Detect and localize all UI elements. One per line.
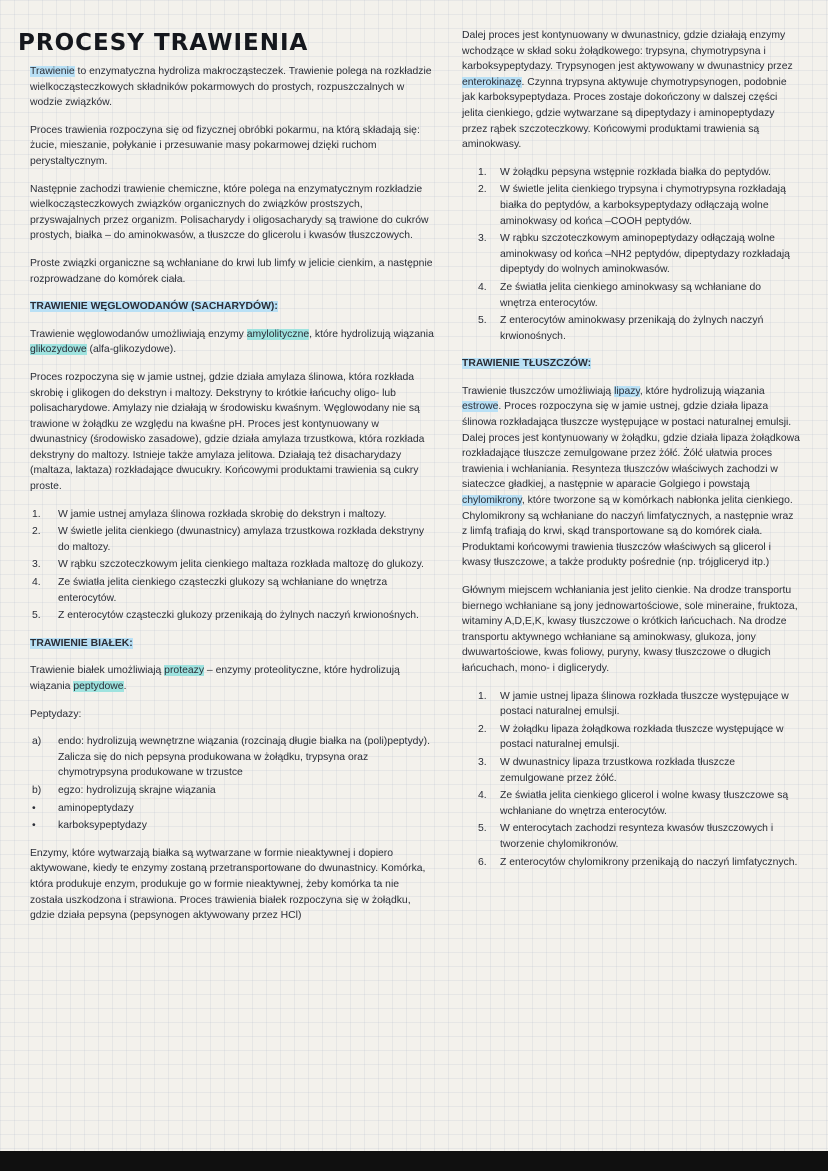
list-item: 1. W jamie ustnej amylaza ślinowa rozkłada skrobię do dekstryn i maltozy.	[32, 508, 387, 520]
proteins-step-text: Z enterocytów aminokwasy przenikają do żylnych naczyń krwionośnych.	[500, 315, 764, 342]
list-item	[30, 801, 434, 817]
intro-paragraph-2: Proces trawienia rozpoczyna się od fizycznej obróbki pokarmu, na którą składają się: żucie, mieszanie, połykanie i przesuwanie masy pokarmowej dzięki ruchom perystaltycznym.	[30, 124, 420, 167]
fats-step-text: Z enterocytów chylomikrony przenikają do naczyń limfatycznych.	[500, 856, 798, 868]
intro-paragraph-3: Następnie zachodzi trawienie chemiczne, które polega na enzymatycznym rozkładzie wielkocząsteczkowych związków organicznych do związków prostszych, przyswajalnych przez organizm. Polisacharydy i oligosacharydy są trawione do cukrów prostych, białka – do aminokwasów, a tłuszcze do glicerolu i kwasów tłuszczowych.	[30, 183, 429, 242]
peptidases-label: Peptydazy:	[30, 708, 82, 720]
list-marker: a)	[32, 736, 42, 748]
carbs-paragraph-1	[30, 327, 434, 358]
carbs-p1-b: , które hydrolizują wiązania	[309, 328, 434, 340]
list-item: 3. W rąbku szczoteczkowym aminopeptydazy odłączają wolne aminokwasy od końca –NH2 peptydów, dipeptydazy rozkładają dipeptydy do wolnych aminokwasów.	[478, 233, 790, 276]
proteins-step-text: W rąbku szczoteczkowym aminopeptydazy odłączają wolne aminokwasy od końca –NH2 peptydów, dipeptydazy rozkładają dipeptydy do wolnych aminokwasów.	[500, 233, 790, 276]
fats-step-text: W enterocytach zachodzi resynteza kwasów tłuszczowych i tworzenie chylomikronów.	[500, 823, 774, 850]
fats-heading-text: TRAWIENIE TŁUSZCZÓW:	[462, 358, 592, 370]
peptidase-types-list	[30, 734, 434, 834]
proteins-heading	[30, 636, 434, 652]
list-item: 2. W żołądku lipaza żołądkowa rozkłada tłuszcze występujące w postaci naturalnej emulsji.	[478, 723, 784, 751]
carbs-step-text: Ze światła jelita cienkiego cząsteczki glukozy są wchłaniane do wnętrza enterocytów.	[58, 577, 388, 604]
proteins-p3-highlight: enterokinazę	[462, 76, 522, 88]
left-column	[18, 28, 434, 936]
intro-paragraph-4: Proste związki organiczne są wchłaniane do krwi lub limfy w jelicie cienkim, a następnie rozprowadzane do komórek ciała.	[30, 257, 433, 285]
peptidase-type-text: aminopeptydazy	[58, 802, 134, 814]
list-item: 2. W świetle jelita cienkiego (dwunastnicy) amylaza trzustkowa rozkłada dekstryny do maltozy.	[32, 526, 425, 553]
fats-step-text: W jamie ustnej lipaza ślinowa rozkłada tłuszcze występujące w postaci naturalnej emulsji.	[500, 690, 789, 718]
fats-paragraph-1	[462, 384, 800, 571]
peptidase-type-text: egzo: hydrolizują skrajne wiązania	[58, 784, 216, 796]
intro-paragraph-1	[30, 64, 434, 111]
intro-p1-text: to enzymatyczna hydroliza makrocząsteczek. Trawienie polega na rozkładzie wielkocząsteczkowych składników pokarmowych do prostych, rozpuszczalnych w wodzie związków.	[30, 66, 432, 109]
fats-steps-list	[462, 689, 800, 871]
fats-p1-highlight-1: lipazy	[614, 385, 640, 397]
list-item: 2. W świetle jelita cienkiego trypsyna i chymotrypsyna rozkładają białka do peptydów, a karboksypeptydazy odłączają wolne aminokwasy od końca –COOH peptydów.	[478, 184, 786, 227]
list-item: 3. W rąbku szczoteczkowym jelita cienkiego maltaza rozkłada maltozę do glukozy.	[32, 559, 424, 571]
fats-p1-d: , które tworzone są w komórkach nabłonka jelita cienkiego. Chylomikrony są wchłaniane do naczyń limfatycznych, a następnie wraz z limfą trafiają do krwi, skąd transportowane są do komórek ciała. Produktami końcowymi trawienia tłuszczów właściwych są glicerol i kwasy tłuszczowe, a także produkty pośrednie (np. trójgliceryd itp.)	[462, 495, 794, 569]
proteins-paragraph-1	[30, 663, 434, 694]
proteins-heading-text: TRAWIENIE BIAŁEK:	[30, 637, 133, 649]
carbs-heading-text: TRAWIENIE WĘGLOWODANÓW (SACHARYDÓW):	[30, 301, 278, 313]
list-item: 1. W jamie ustnej lipaza ślinowa rozkłada tłuszcze występujące w postaci naturalnej emulsji.	[478, 690, 789, 718]
intro-lead-word: Trawienie	[30, 66, 75, 77]
peptidase-type-text: karboksypeptydazy	[58, 820, 147, 832]
list-item: 5. Z enterocytów cząsteczki glukozy przenikają do żylnych naczyń krwionośnych.	[32, 610, 419, 622]
list-item	[30, 783, 434, 799]
fats-p1-a: Trawienie tłuszczów umożliwiają	[462, 385, 615, 397]
carbs-p1-a: Trawienie węglowodanów umożliwiają enzymy	[30, 328, 247, 340]
page-title: PROCESY TRAWIENIA	[18, 30, 309, 56]
list-marker: •	[32, 820, 36, 832]
carbs-steps-list	[30, 507, 434, 624]
fats-p1-highlight-2: estrowe	[462, 401, 499, 413]
carbs-step-text: W rąbku szczoteczkowym jelita cienkiego maltaza rozkłada maltozę do glukozy.	[58, 559, 424, 571]
proteins-step-text: Ze światła jelita cienkiego aminokwasy są wchłaniane do wnętrza enterocytów.	[500, 281, 762, 309]
proteins-step-text: W żołądku pepsyna wstępnie rozkłada białka do peptydów.	[500, 166, 771, 178]
fats-p1-c: . Proces rozpoczyna się w jamie ustnej, gdzie działa lipaza ślinowa rozkładająca tłuszcze występujące w postaci naturalnej emulsji. Dalej proces jest kontynuowany w żołądku, gdzie działa lipaza żołądkowa rozkładające tłuszcze zemulgowane przez żółć. Żółć ułatwia proces trawienia i wchłaniania. Resynteza tłuszczów właściwych zachodzi w siateczce gładkiej, a następnie w aparacie Golgiego i powstają	[462, 401, 800, 491]
list-item: 6. Z enterocytów chylomikrony przenikają do naczyń limfatycznych.	[478, 856, 798, 868]
list-item	[30, 818, 434, 834]
carbs-p1-highlight-1: amylolityczne	[246, 328, 310, 340]
proteins-p1-b: – enzymy proteolityczne, które hydrolizują wiązania	[30, 665, 400, 692]
right-column	[462, 28, 800, 882]
list-item: 4. Ze światła jelita cienkiego cząsteczki glukozy są wchłaniane do wnętrza enterocytów.	[32, 577, 388, 604]
list-item: 5. Z enterocytów aminokwasy przenikają do żylnych naczyń krwionośnych.	[478, 315, 764, 342]
proteins-steps-list	[462, 165, 800, 345]
list-marker: •	[32, 802, 36, 814]
proteins-p1-highlight-1: proteazy	[164, 665, 205, 677]
carbs-heading	[30, 299, 434, 315]
proteins-p3-a: Dalej proces jest kontynuowany w dwunastnicy, gdzie działają enzymy wchodzące w skład soku żołądkowego: trypsyna, chymotrypsyna i karboksypeptydazy. Trypsynogen jest aktywowany w dwunastnicy przez	[462, 30, 793, 73]
carbs-step-text: W jamie ustnej amylaza ślinowa rozkłada skrobię do dekstryn i maltozy.	[58, 508, 387, 520]
proteins-paragraph-2: Enzymy, które wytwarzają białka są wytwarzane w formie nieaktywnej i dopiero aktywowane, kiedy te enzymy zostaną przetransportowane do dwunastnicy. Komórka, która produkuje enzym, produkuje go w formie nieaktywnej, żeby komórka ta nie została uszkodzona i strawiona. Proces trawienia białek rozpoczyna się w żołądku, gdzie działa pepsyna (pepsynogen aktywowany przez HCl)	[30, 847, 426, 922]
list-item: 4. Ze światła jelita cienkiego glicerol i wolne kwasy tłuszczowe są wchłaniane do wnętrza enterocytów.	[478, 790, 789, 817]
fats-step-text: Ze światła jelita cienkiego glicerol i wolne kwasy tłuszczowe są wchłaniane do wnętrza enterocytów.	[500, 790, 789, 817]
fats-p1-b: , które hydrolizują wiązania	[639, 385, 765, 397]
fats-step-text: W dwunastnicy lipaza trzustkowa rozkłada tłuszcze zemulgowane przez żółć.	[500, 756, 736, 784]
fats-step-text: W żołądku lipaza żołądkowa rozkłada tłuszcze występujące w postaci naturalnej emulsji.	[500, 723, 784, 751]
proteins-step-text: W świetle jelita cienkiego trypsyna i chymotrypsyna rozkładają białka do peptydów, a karboksypeptydazy odłączają wolne aminokwasy od końca –COOH peptydów.	[500, 184, 786, 227]
carbs-paragraph-2: Proces rozpoczyna się w jamie ustnej, gdzie działa amylaza ślinowa, która rozkłada skrobię i glikogen do dekstryn i maltozy. Dekstryny to krótkie łańcuchy oligo- lub polisacharydowe. Amylazy nie działają w środowisku kwaśnym. Węglowodany nie są trawione w żołądku ze względu na kwaśne pH. Proces jest kontynuowany w dwunastnicy (środowisko zasadowe), gdzie działa amylaza trzustkowa, która rozkłada dekstryny do maltozy. Istnieje także amylaza jelitowa. Działają też disacharydazy (maltaza, laktaza) rozkładające dwucukry. Końcowymi produktami trawienia są cukry proste.	[30, 371, 425, 493]
list-item	[30, 734, 434, 781]
bottom-edge-bar	[0, 1151, 828, 1171]
list-item: 5. W enterocytach zachodzi resynteza kwasów tłuszczowych i tworzenie chylomikronów.	[478, 823, 774, 850]
list-item: 1. W żołądku pepsyna wstępnie rozkłada białka do peptydów.	[478, 166, 771, 178]
carbs-p1-c: (alfa-glikozydowe).	[86, 344, 177, 356]
list-item: 3. W dwunastnicy lipaza trzustkowa rozkłada tłuszcze zemulgowane przez żółć.	[478, 756, 736, 784]
carbs-step-text: W świetle jelita cienkiego (dwunastnicy) amylaza trzustkowa rozkłada dekstryny do maltozy.	[58, 526, 425, 553]
carbs-step-text: Z enterocytów cząsteczki glukozy przenikają do żylnych naczyń krwionośnych.	[58, 610, 419, 622]
peptidase-type-text: endo: hydrolizują wewnętrzne wiązania (rozcinają długie białka na (poli)peptydy). Zalicza się do nich pepsyna produkowana w żołądku, trypsyna oraz chymotrypsyna produkowane w trzustce	[58, 736, 430, 779]
proteins-p3-b: . Czynna trypsyna aktywuje chymotrypsynogen, podobnie jak karboksypeptydaza. Proces zostaje dokończony w dalszej części jelita cienkiego, gdzie wytwarzane są dipeptydazy i aminopeptydazy przez rąbek szczoteczkowy. Końcowymi produktami trawienia są aminokwasy.	[462, 76, 787, 151]
proteins-p1-a: Trawienie białek umożliwiają	[30, 665, 165, 677]
proteins-p1-c: .	[123, 681, 127, 692]
list-item: 4. Ze światła jelita cienkiego aminokwasy są wchłaniane do wnętrza enterocytów.	[478, 281, 762, 309]
proteins-paragraph-3	[462, 28, 800, 153]
carbs-p1-highlight-2: glikozydowe	[30, 344, 87, 356]
fats-paragraph-2: Głównym miejscem wchłaniania jest jelito cienkie. Na drodze transportu biernego wchłaniane są jony jednowartościowe, sole mineraine, fruktoza, witaminy A,D,E,K, kwasy tłuszczowe o krótkich łańcuchach. Na drodze transportu aktywnego wchłaniane są aminokwasy, glukoza, jony dwuwartościowe, kwas foliowy, puryny, kwasy tłuszczowe o długich łańcuchach, mono- i diglicerydy.	[462, 585, 798, 674]
fats-p1-highlight-3: chylomikrony	[462, 495, 522, 507]
fats-heading	[462, 356, 800, 372]
list-marker: b)	[32, 784, 42, 796]
proteins-p1-highlight-2: peptydowe	[73, 681, 124, 692]
